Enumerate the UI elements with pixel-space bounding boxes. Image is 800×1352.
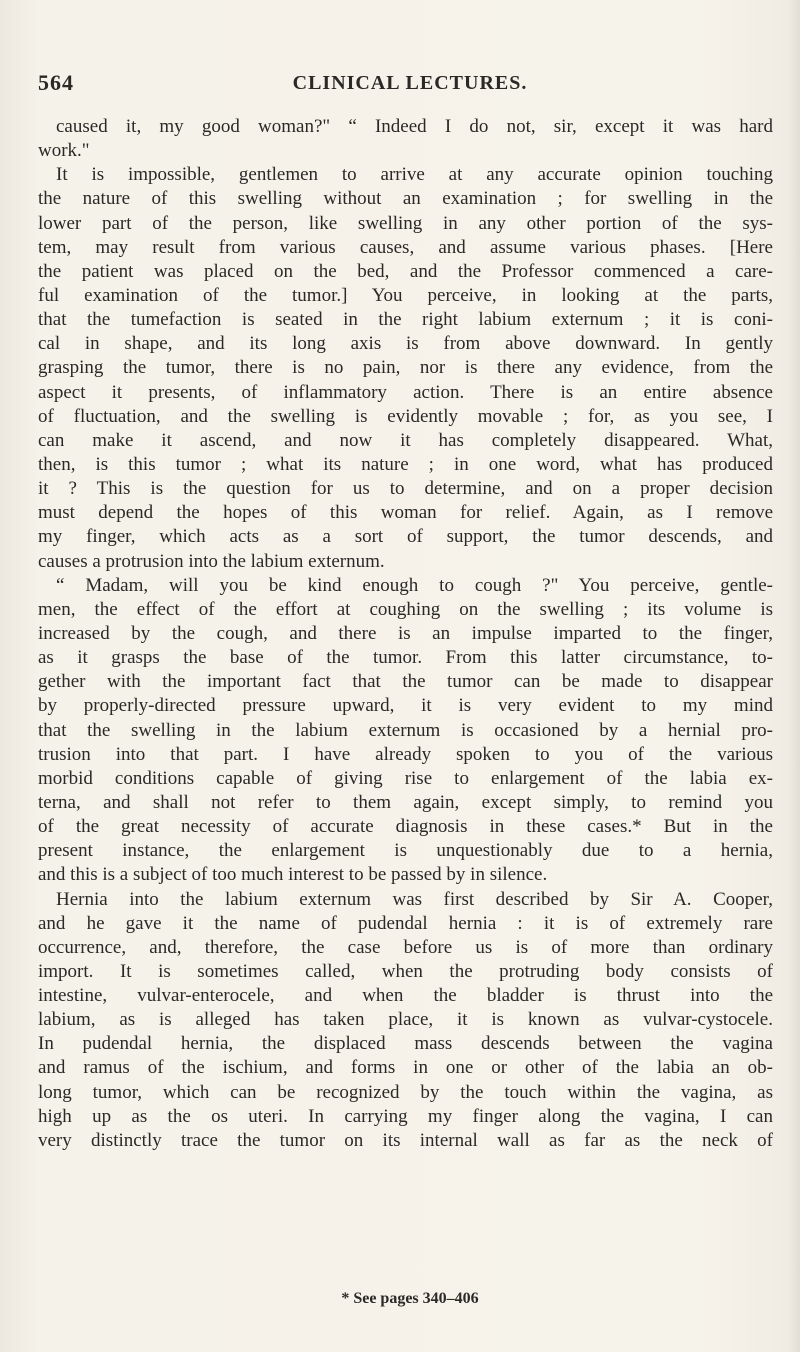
text-line: import. It is sometimes called, when the protruding body consists of <box>38 960 773 982</box>
text-line: men, the effect of the effort at coughing on the swelling ; its volume is <box>38 598 773 620</box>
text-line: grasping the tumor, there is no pain, nor is there any evidence, from the <box>38 357 773 379</box>
text-line: very distinctly trace the tumor on its internal wall as far as the neck of <box>38 1129 773 1151</box>
text-line: morbid conditions capable of giving rise to enlargement of the labia ex- <box>38 767 773 789</box>
text-line: it ? This is the question for us to determine, and on a proper decision <box>38 478 773 500</box>
text-line: work." <box>38 140 90 162</box>
text-line: increased by the cough, and there is an impulse imparted to the finger, <box>38 622 773 644</box>
text-line: Hernia into the labium externum was first described by Sir A. Cooper, <box>56 888 773 910</box>
text-line: It is impossible, gentlemen to arrive at any accurate opinion touching <box>56 164 773 186</box>
running-head-text: CLINICAL LECTURES. <box>292 72 528 94</box>
text-line: trusion into that part. I have already spoken to you of the various <box>38 743 773 765</box>
text-line: long tumor, which can be recognized by the touch within the vagina, as <box>38 1081 773 1103</box>
text-line: and ramus of the ischium, and forms in one or other of the labia an ob- <box>38 1057 773 1079</box>
text-line: gether with the important fact that the tumor can be made to disappear <box>38 671 773 693</box>
text-line: causes a protrusion into the labium externum. <box>38 550 385 572</box>
text-line: “ Madam, will you be kind enough to cough ?" You perceive, gentle- <box>56 574 773 596</box>
text-line: intestine, vulvar-enterocele, and when the bladder is thrust into the <box>38 985 773 1007</box>
page-number: 564 <box>38 70 74 95</box>
text-line: high up as the os uteri. In carrying my finger along the vagina, I can <box>38 1105 773 1127</box>
text-line: that the tumefaction is seated in the right labium externum ; it is coni- <box>38 309 773 331</box>
text-line: the nature of this swelling without an examination ; for swelling in the <box>38 188 773 210</box>
text-line: of fluctuation, and the swelling is evidently movable ; for, as you see, I <box>38 405 773 427</box>
text-line: occurrence, and, therefore, the case before us is of more than ordinary <box>38 936 773 958</box>
text-line: that the swelling in the labium externum is occasioned by a hernial pro- <box>38 719 773 741</box>
text-line: cal in shape, and its long axis is from above downward. In gently <box>38 333 773 355</box>
text-line: aspect it presents, of inflammatory action. There is an entire absence <box>38 381 773 403</box>
running-head <box>0 72 800 95</box>
text-line: as it grasps the base of the tumor. From this latter circumstance, to- <box>38 647 773 669</box>
text-line: can make it ascend, and now it has completely disappeared. What, <box>38 429 773 451</box>
body-text <box>38 115 773 1153</box>
text-line: and this is a subject of too much interest to be passed by in silence. <box>38 864 548 886</box>
text-line: tem, may result from various causes, and assume various phases. [Here <box>38 236 773 258</box>
text-line: lower part of the person, like swelling in any other portion of the sys- <box>38 212 773 234</box>
text-line: my finger, which acts as a sort of support, the tumor descends, and <box>38 526 773 548</box>
text-line: must depend the hopes of this woman for relief. Again, as I remove <box>38 502 773 524</box>
footnote <box>0 1290 800 1308</box>
text-line: In pudendal hernia, the displaced mass descends between the vagina <box>38 1033 773 1055</box>
text-line: caused it, my good woman?" “ Indeed I do not, sir, except it was hard <box>56 116 773 137</box>
text-line: labium, as is alleged has taken place, it is known as vulvar-cystocele. <box>38 1009 773 1031</box>
text-line: the patient was placed on the bed, and the Professor commenced a care- <box>38 260 773 282</box>
text-line: of the great necessity of accurate diagnosis in these cases.* But in the <box>38 816 773 838</box>
text-line: then, is this tumor ; what its nature ; in one word, what has produced <box>38 453 773 475</box>
footnote-text: * See pages 340–406 <box>341 1290 479 1307</box>
text-line: and he gave it the name of pudendal hernia : it is of extremely rare <box>38 912 773 934</box>
text-line: terna, and shall not refer to them again, except simply, to remind you <box>38 791 773 813</box>
text-line: by properly-directed pressure upward, it is very evident to my mind <box>38 695 773 717</box>
text-line: ful examination of the tumor.] You perceive, in looking at the parts, <box>38 284 773 306</box>
page-edge-shadow <box>788 0 800 1352</box>
text-line: present instance, the enlargement is unquestionably due to a hernia, <box>38 840 773 862</box>
